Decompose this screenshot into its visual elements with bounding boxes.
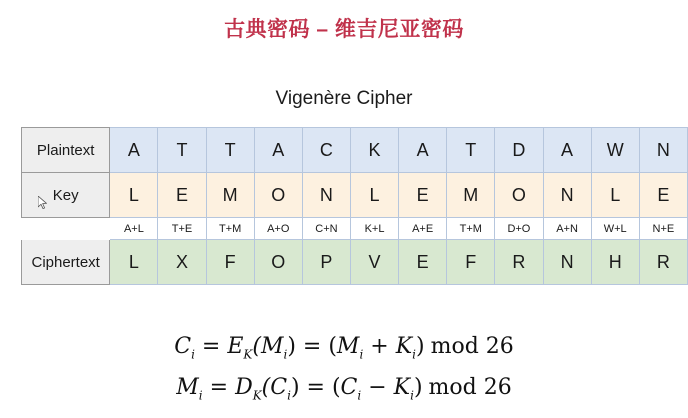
formula-encrypt-i4: i bbox=[412, 347, 416, 362]
formula-encrypt-c: C bbox=[174, 334, 192, 359]
formula-decrypt-i4: i bbox=[410, 388, 414, 403]
key-cell: N bbox=[302, 173, 350, 218]
plaintext-cell: T bbox=[447, 128, 495, 173]
formula-encrypt-eq1: = bbox=[194, 334, 228, 359]
key-cell: O bbox=[254, 173, 302, 218]
key-cell: L bbox=[591, 173, 639, 218]
key-cell: E bbox=[158, 173, 206, 218]
ciphertext-cell: P bbox=[302, 240, 350, 285]
formula-decrypt-open-c: (C bbox=[261, 375, 288, 401]
plaintext-cell: T bbox=[158, 128, 206, 173]
formula-encrypt-close-m: ) bbox=[287, 334, 296, 359]
ciphertext-cell: H bbox=[591, 240, 639, 285]
sum-cell: N+E bbox=[639, 218, 687, 240]
sum-cell: T+E bbox=[158, 218, 206, 240]
formula-decrypt-close: ) bbox=[413, 375, 423, 401]
formula-encrypt-close: ) bbox=[416, 334, 425, 359]
key-cell: L bbox=[350, 173, 398, 218]
key-cell: L bbox=[110, 173, 158, 218]
formula-block bbox=[0, 330, 688, 413]
plaintext-cell: C bbox=[302, 128, 350, 173]
key-cell: E bbox=[639, 173, 687, 218]
formula-decrypt-eq2: = ( bbox=[299, 375, 341, 401]
key-cell: N bbox=[543, 173, 591, 218]
plaintext-cell: T bbox=[206, 128, 254, 173]
plaintext-cell: D bbox=[495, 128, 543, 173]
formula-encrypt bbox=[0, 330, 688, 371]
formula-encrypt-i1: i bbox=[191, 347, 195, 362]
vigenere-cipher-table bbox=[21, 127, 688, 285]
plaintext-cell: A bbox=[110, 128, 158, 173]
ciphertext-cell: F bbox=[206, 240, 254, 285]
key-cell: M bbox=[206, 173, 254, 218]
table-row-ciphertext bbox=[22, 240, 688, 285]
sum-cell: A+N bbox=[543, 218, 591, 240]
formula-encrypt-eq2: = ( bbox=[295, 334, 337, 359]
key-cell: E bbox=[399, 173, 447, 218]
row-label-key: Key bbox=[22, 173, 110, 218]
formula-encrypt-k1: K bbox=[243, 347, 253, 362]
ciphertext-cell: V bbox=[350, 240, 398, 285]
sum-cell: D+O bbox=[495, 218, 543, 240]
sum-cell: W+L bbox=[591, 218, 639, 240]
row-label-sums bbox=[22, 218, 110, 240]
sum-cell: A+L bbox=[110, 218, 158, 240]
ciphertext-cell: E bbox=[399, 240, 447, 285]
formula-encrypt-plus: + bbox=[363, 334, 396, 359]
table-row-plaintext bbox=[22, 128, 688, 173]
ciphertext-cell: L bbox=[110, 240, 158, 285]
sum-cell: A+O bbox=[254, 218, 302, 240]
formula-decrypt-mod: mod 26 bbox=[428, 375, 512, 401]
formula-encrypt-i3: i bbox=[359, 347, 364, 362]
row-label-ciphertext: Ciphertext bbox=[22, 240, 110, 285]
ciphertext-cell: F bbox=[447, 240, 495, 285]
formula-decrypt-close-c: ) bbox=[290, 375, 300, 401]
page-title: 古典密码 – 维吉尼亚密码 bbox=[224, 18, 464, 41]
plaintext-cell: A bbox=[543, 128, 591, 173]
formula-encrypt-i2: i bbox=[283, 347, 288, 362]
formula-encrypt-kk: K bbox=[395, 334, 413, 359]
plaintext-cell: K bbox=[350, 128, 398, 173]
sum-cell: A+E bbox=[399, 218, 447, 240]
plaintext-cell: A bbox=[254, 128, 302, 173]
formula-decrypt-k1: K bbox=[252, 388, 262, 403]
plaintext-cell: A bbox=[399, 128, 447, 173]
sum-cell: T+M bbox=[206, 218, 254, 240]
formula-encrypt-mod: mod 26 bbox=[430, 334, 514, 359]
formula-decrypt-c: C bbox=[340, 375, 358, 401]
ciphertext-cell: R bbox=[639, 240, 687, 285]
formula-encrypt-e: E bbox=[227, 334, 244, 359]
plaintext-cell: W bbox=[591, 128, 639, 173]
formula-decrypt-minus: − bbox=[361, 375, 394, 401]
table-row-key bbox=[22, 173, 688, 218]
formula-encrypt-m: M bbox=[336, 334, 360, 359]
formula-decrypt-m: M bbox=[176, 375, 199, 401]
sum-cell: T+M bbox=[447, 218, 495, 240]
ciphertext-cell: O bbox=[254, 240, 302, 285]
formula-decrypt-i2: i bbox=[287, 388, 291, 403]
formula-decrypt bbox=[0, 371, 688, 412]
section-title: Vigenère Cipher bbox=[275, 88, 413, 109]
table-row-sums bbox=[22, 218, 688, 240]
row-label-plaintext: Plaintext bbox=[22, 128, 110, 173]
formula-encrypt-open-m: (M bbox=[252, 334, 284, 359]
ciphertext-cell: X bbox=[158, 240, 206, 285]
formula-decrypt-i3: i bbox=[357, 388, 362, 403]
formula-decrypt-d: D bbox=[235, 375, 253, 401]
formula-decrypt-eq1: = bbox=[202, 375, 236, 401]
plaintext-cell: N bbox=[639, 128, 687, 173]
ciphertext-cell: N bbox=[543, 240, 591, 285]
ciphertext-cell: R bbox=[495, 240, 543, 285]
sum-cell: C+N bbox=[302, 218, 350, 240]
key-cell: O bbox=[495, 173, 543, 218]
key-cell: M bbox=[447, 173, 495, 218]
formula-decrypt-kk: K bbox=[393, 375, 411, 401]
formula-decrypt-i1: i bbox=[198, 388, 203, 403]
sum-cell: K+L bbox=[350, 218, 398, 240]
